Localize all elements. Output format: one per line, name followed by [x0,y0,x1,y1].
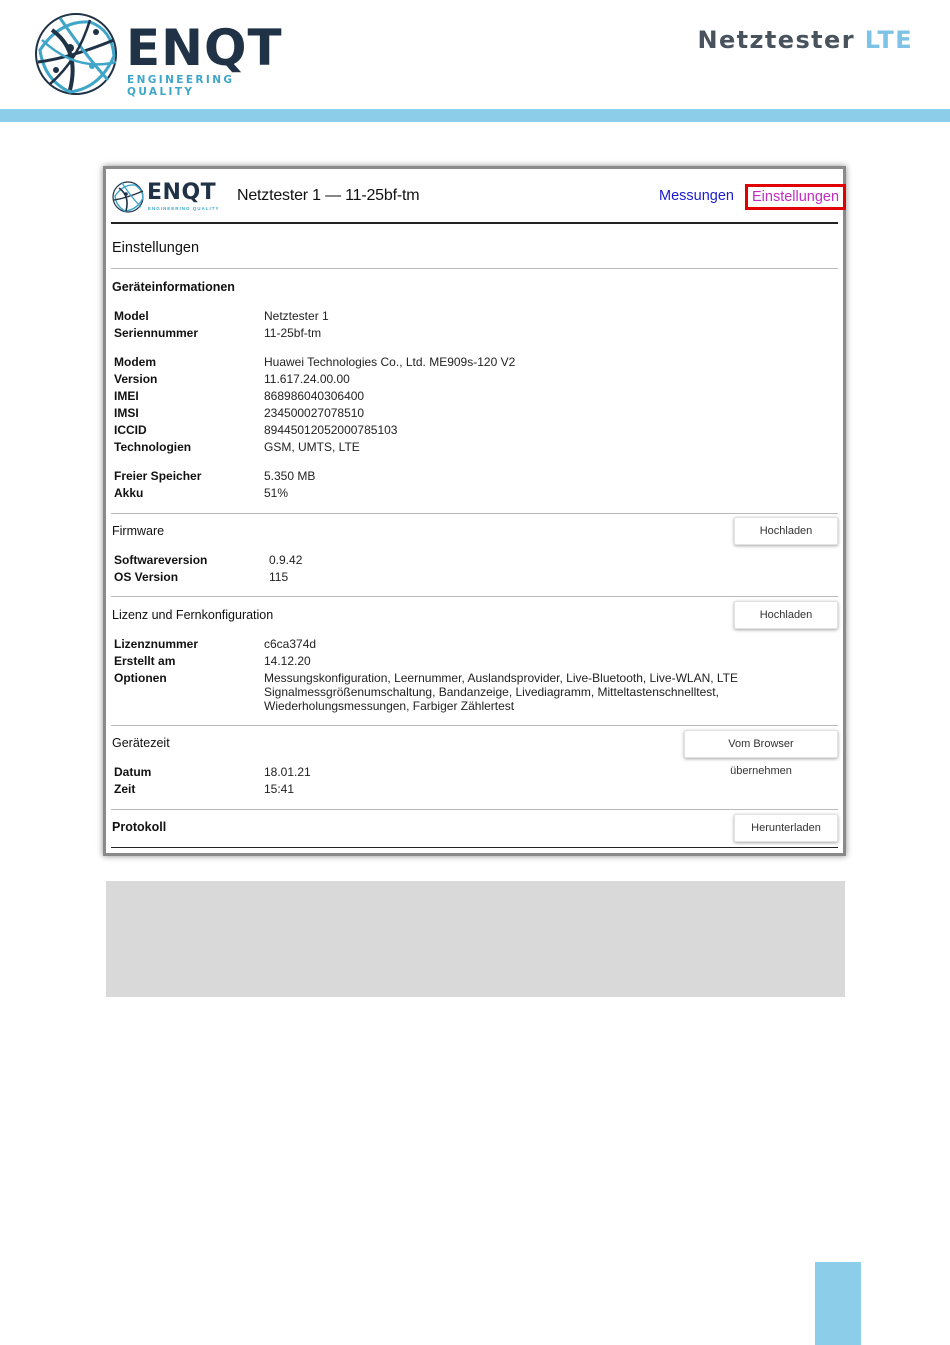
info-value: 51% [264,486,289,500]
info-value: 89445012052000785103 [264,423,398,437]
divider [111,268,838,269]
license-row-options [114,671,814,717]
time-row-date [114,765,814,782]
info-key: IMSI [114,406,139,420]
license-row-number [114,637,814,654]
sync-browser-time-button[interactable]: Vom Browser übernehmen [684,730,838,758]
header-band [0,109,950,122]
info-row-imei [114,389,814,406]
brand-tagline: ENGINEERING QUALITY [127,74,235,98]
device-info-title: Geräteinformationen [112,280,235,294]
info-row-serial [114,326,814,343]
info-key: Softwareversion [114,553,208,567]
info-value: 14.12.20 [264,654,311,668]
firmware-title: Firmware [112,524,165,538]
divider [111,809,838,810]
divider [111,513,838,514]
brand-name: ENQT [126,19,283,77]
app-brand-tagline: ENGINEERING QUALITY [148,206,220,211]
document-title-part1: Netztester [697,26,855,54]
info-key: OS Version [114,570,179,584]
divider [111,596,838,597]
info-row-technologies [114,440,814,457]
device-title: Netztester 1 — 11-25bf-tm [237,187,420,204]
caption-box [106,881,845,997]
info-key: Zeit [114,782,136,796]
firmware-upload-button[interactable]: Hochladen [734,517,838,545]
info-key: Modem [114,355,156,369]
info-value: 5.350 MB [264,469,316,483]
page-tab [815,1262,861,1345]
info-value: 15:41 [264,782,295,796]
info-value: Huawei Technologies Co., Ltd. ME909s-120 V2 [264,355,516,369]
license-row-created [114,654,814,671]
info-row-battery [114,486,814,503]
info-row-free-storage [114,469,814,486]
protocol-download-button[interactable]: Herunterladen [734,814,838,842]
info-value: GSM, UMTS, LTE [264,440,360,454]
enqt-logo [30,10,300,100]
nav-messungen[interactable]: Messungen [659,188,734,204]
info-value: 11-25bf-tm [264,326,322,340]
info-value: 234500027078510 [264,406,365,420]
network-globe-icon [30,10,122,100]
app-brand-name: ENQT [147,180,217,205]
info-key: Datum [114,765,152,779]
license-title: Lizenz und Fernkonfiguration [112,608,274,622]
info-key: ICCID [114,423,147,437]
info-row-imsi [114,406,814,423]
app-header [111,174,838,224]
license-upload-button[interactable]: Hochladen [734,601,838,629]
info-key: IMEI [114,389,139,403]
page-title: Einstellungen [112,240,200,256]
app-logo [111,180,221,216]
firmware-row-software [114,553,814,570]
info-key: Lizenznummer [114,637,199,651]
info-value: 11.617.24.00.00 [264,372,350,386]
info-value: Messungskonfiguration, Leernummer, Auslandsprovider, Live-Bluetooth, Live-WLAN, LTE Signalmessgrößenumschaltung, Bandanzeige, Livediagramm, Mitteltastenschnelltest, Wiederholungsmessungen, Farbiger Zählertest [264,671,739,713]
info-key: Optionen [114,671,167,685]
protocol-title: Protokoll [112,820,167,834]
info-value: 868986040306400 [264,389,365,403]
info-row-iccid [114,423,814,440]
device-time-title: Gerätezeit [112,736,170,750]
info-key: Akku [114,486,144,500]
info-key: Freier Speicher [114,469,202,483]
divider [111,847,838,848]
info-key: Version [114,372,158,386]
info-value: 115 [269,570,289,584]
info-value: Netztester 1 [264,309,329,323]
document-title-part2: LTE [864,26,913,54]
web-ui-screenshot [103,166,846,856]
info-row-version [114,372,814,389]
info-row-modem [114,355,814,372]
info-key: Model [114,309,149,323]
document-title [698,26,914,54]
firmware-row-os [114,570,814,587]
info-row-model [114,309,814,326]
info-key: Seriennummer [114,326,199,340]
info-value: c6ca374d [264,637,317,651]
info-key: Technologien [114,440,192,454]
info-value: 0.9.42 [269,553,303,567]
nav-einstellungen[interactable]: Einstellungen [745,184,846,210]
info-value: 18.01.21 [264,765,311,779]
network-globe-icon [111,180,145,214]
time-row-time [114,782,814,799]
divider [111,725,838,726]
info-key: Erstellt am [114,654,176,668]
